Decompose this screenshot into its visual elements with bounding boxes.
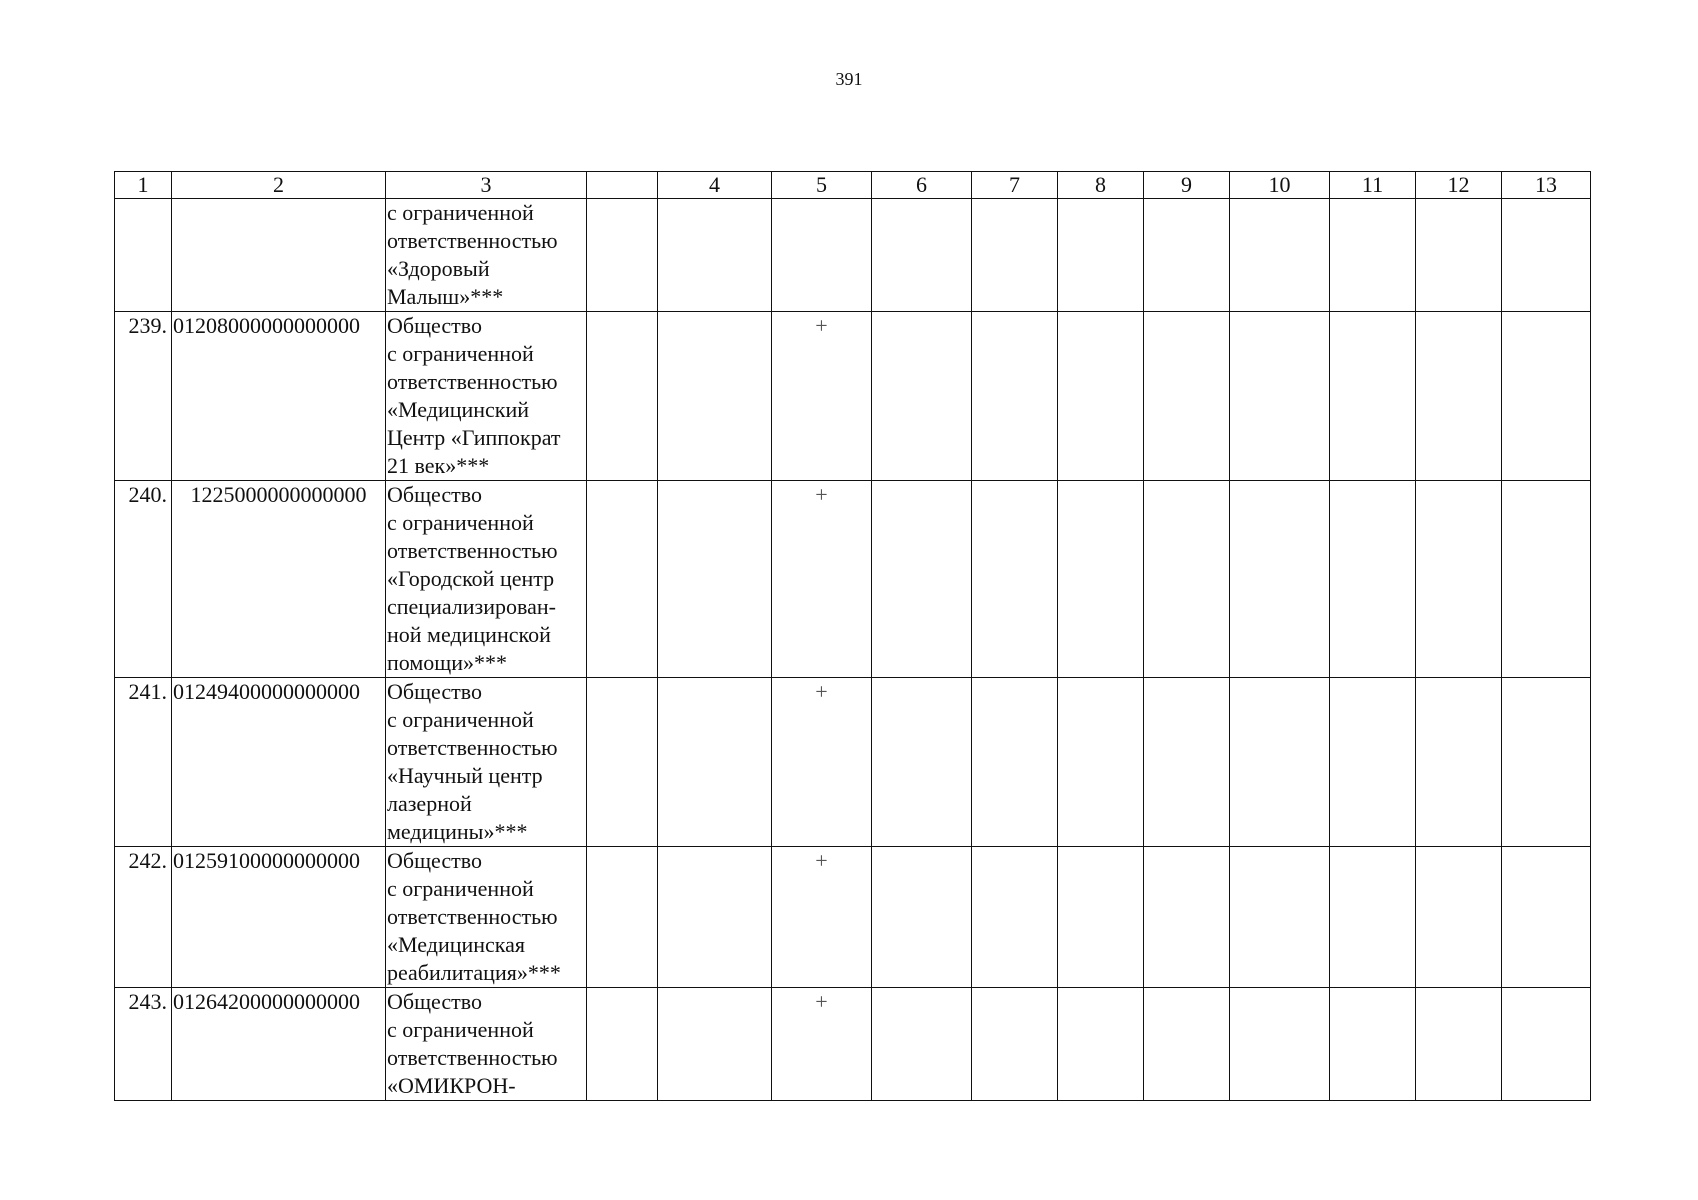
column-5-mark: +	[772, 988, 872, 1101]
empty-cell	[587, 678, 658, 847]
column-number-header: 4	[658, 172, 772, 199]
empty-cell	[1330, 312, 1416, 481]
organization-name: Общество с ограниченной ответственностью «Медицинская реабилитация»***	[386, 847, 587, 988]
register-table	[114, 171, 1591, 1101]
column-number-header: 12	[1416, 172, 1502, 199]
empty-cell	[1502, 847, 1591, 988]
empty-cell	[1416, 481, 1502, 678]
empty-cell	[972, 199, 1058, 312]
registry-code	[172, 199, 386, 312]
empty-cell	[1502, 199, 1591, 312]
registry-code: 01249400000000000	[172, 678, 386, 847]
empty-cell	[658, 678, 772, 847]
empty-cell	[1230, 847, 1330, 988]
empty-cell	[872, 678, 972, 847]
row-number	[115, 199, 172, 312]
empty-cell	[1058, 199, 1144, 312]
empty-cell	[1144, 988, 1230, 1101]
empty-cell	[1144, 481, 1230, 678]
empty-cell	[972, 847, 1058, 988]
empty-cell	[872, 199, 972, 312]
table-row	[115, 678, 1591, 847]
column-5-mark	[772, 199, 872, 312]
column-number-header: 3	[386, 172, 587, 199]
empty-cell	[1144, 847, 1230, 988]
column-number-header: 10	[1230, 172, 1330, 199]
organization-name: Общество с ограниченной ответственностью «Научный центр лазерной медицины»***	[386, 678, 587, 847]
column-5-mark: +	[772, 312, 872, 481]
empty-cell	[1230, 678, 1330, 847]
empty-cell	[1330, 988, 1416, 1101]
organization-name: Общество с ограниченной ответственностью «ОМИКРОН-	[386, 988, 587, 1101]
empty-cell	[1058, 312, 1144, 481]
registry-code: 01259100000000000	[172, 847, 386, 988]
table-row	[115, 199, 1591, 312]
empty-cell	[872, 847, 972, 988]
empty-cell	[1230, 199, 1330, 312]
empty-cell	[872, 312, 972, 481]
table-row	[115, 988, 1591, 1101]
registry-code: 1225000000000000	[172, 481, 386, 678]
table-row	[115, 312, 1591, 481]
empty-cell	[1502, 312, 1591, 481]
empty-cell	[1416, 312, 1502, 481]
empty-cell	[1144, 678, 1230, 847]
empty-cell	[587, 312, 658, 481]
empty-cell	[1230, 312, 1330, 481]
empty-cell	[1416, 988, 1502, 1101]
empty-cell	[1502, 988, 1591, 1101]
empty-cell	[872, 481, 972, 678]
empty-cell	[972, 312, 1058, 481]
column-number-header: 1	[115, 172, 172, 199]
empty-cell	[972, 988, 1058, 1101]
empty-cell	[1058, 678, 1144, 847]
empty-cell	[1502, 678, 1591, 847]
organization-name: Общество с ограниченной ответственностью «Медицинский Центр «Гиппократ 21 век»***	[386, 312, 587, 481]
registry-code: 01208000000000000	[172, 312, 386, 481]
column-number-header	[587, 172, 658, 199]
empty-cell	[1330, 199, 1416, 312]
empty-cell	[1144, 312, 1230, 481]
empty-cell	[1230, 481, 1330, 678]
empty-cell	[587, 481, 658, 678]
empty-cell	[1058, 481, 1144, 678]
registry-code: 01264200000000000	[172, 988, 386, 1101]
empty-cell	[658, 847, 772, 988]
empty-cell	[1230, 988, 1330, 1101]
row-number: 243.	[115, 988, 172, 1101]
page-number: 391	[835, 69, 863, 89]
empty-cell	[587, 847, 658, 988]
column-numbers-row	[115, 172, 1591, 199]
organization-name: Общество с ограниченной ответственностью «Городской центр специализирован- ной медицинской помощи»***	[386, 481, 587, 678]
empty-cell	[1416, 847, 1502, 988]
column-number-header: 9	[1144, 172, 1230, 199]
table-row	[115, 847, 1591, 988]
empty-cell	[587, 199, 658, 312]
column-5-mark: +	[772, 678, 872, 847]
empty-cell	[1330, 481, 1416, 678]
row-number: 242.	[115, 847, 172, 988]
column-number-header: 6	[872, 172, 972, 199]
empty-cell	[1502, 481, 1591, 678]
table-row	[115, 481, 1591, 678]
empty-cell	[1416, 678, 1502, 847]
organization-name: с ограниченной ответственностью «Здоровый Малыш»***	[386, 199, 587, 312]
column-number-header: 2	[172, 172, 386, 199]
row-number: 241.	[115, 678, 172, 847]
column-number-header: 7	[972, 172, 1058, 199]
empty-cell	[658, 481, 772, 678]
column-number-header: 11	[1330, 172, 1416, 199]
empty-cell	[658, 199, 772, 312]
empty-cell	[587, 988, 658, 1101]
empty-cell	[1330, 678, 1416, 847]
empty-cell	[1058, 847, 1144, 988]
column-5-mark: +	[772, 847, 872, 988]
empty-cell	[1144, 199, 1230, 312]
empty-cell	[658, 312, 772, 481]
empty-cell	[658, 988, 772, 1101]
column-number-header: 13	[1502, 172, 1591, 199]
empty-cell	[1058, 988, 1144, 1101]
empty-cell	[1416, 199, 1502, 312]
row-number: 239.	[115, 312, 172, 481]
empty-cell	[1330, 847, 1416, 988]
column-5-mark: +	[772, 481, 872, 678]
empty-cell	[972, 481, 1058, 678]
row-number: 240.	[115, 481, 172, 678]
empty-cell	[972, 678, 1058, 847]
column-number-header: 8	[1058, 172, 1144, 199]
column-number-header: 5	[772, 172, 872, 199]
empty-cell	[872, 988, 972, 1101]
